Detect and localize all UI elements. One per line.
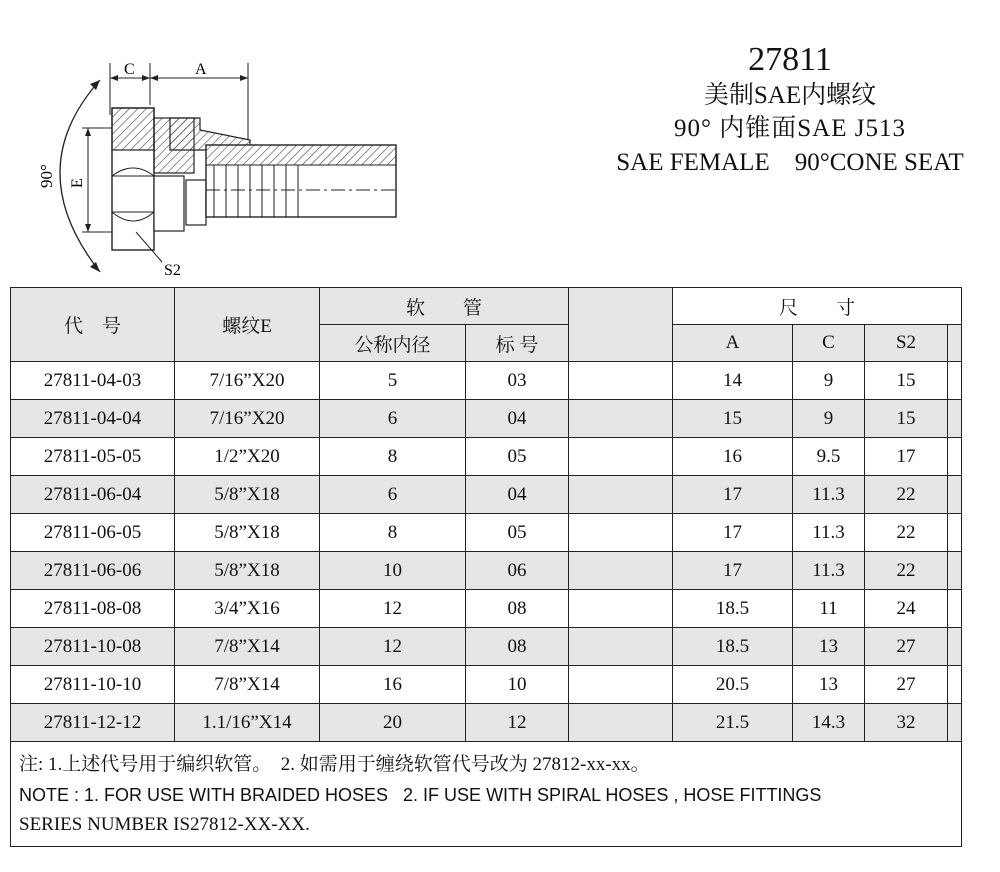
cell-blank: [569, 628, 673, 666]
cell-code: 27811-12-12: [11, 704, 175, 742]
angle-label: 90°: [37, 164, 56, 188]
note-cn: 注: 1.上述代号用于编织软管。 2. 如需用于缠绕软管代号改为 27812-xx-xx。: [19, 754, 650, 775]
cell-dim-s2: 24: [865, 590, 948, 628]
cell-dim-c: 11: [793, 590, 865, 628]
cell-hose-no: 04: [466, 476, 569, 514]
cell-dim-s2: 22: [865, 514, 948, 552]
cell-dim-extra: [948, 552, 962, 590]
table-row: [11, 552, 962, 590]
cell-hose-dn: 6: [320, 476, 466, 514]
cell-dim-extra: [948, 476, 962, 514]
cell-code: 27811-06-04: [11, 476, 175, 514]
cell-dim-a: 16: [673, 438, 793, 476]
note-en-line2: SERIES NUMBER IS27812-XX-XX.: [19, 814, 310, 835]
header-code: 代 号: [11, 288, 175, 362]
header-hose-no: 标 号: [466, 325, 569, 362]
title-en-line: SAE FEMALE 90°CONE SEAT: [616, 149, 964, 176]
cell-dim-s2: 27: [865, 628, 948, 666]
cell-thread: 1.1/16”X14: [175, 704, 320, 742]
title-cn-line2: 90° 内锥面SAE J513: [674, 115, 906, 142]
cell-thread: 7/16”X20: [175, 362, 320, 400]
cell-dim-s2: 15: [865, 400, 948, 438]
cell-blank: [569, 552, 673, 590]
cell-dim-s2: 27: [865, 666, 948, 704]
cell-thread: 7/8”X14: [175, 666, 320, 704]
spec-table: [10, 287, 962, 847]
cell-dim-a: 15: [673, 400, 793, 438]
dim-c-label: C: [124, 61, 135, 78]
cell-dim-s2: 22: [865, 476, 948, 514]
header-dim-s2: S2: [865, 325, 948, 362]
cell-hose-no: 05: [466, 438, 569, 476]
cell-thread: 1/2”X20: [175, 438, 320, 476]
cell-dim-c: 11.3: [793, 476, 865, 514]
cell-hose-no: 08: [466, 628, 569, 666]
cell-hose-dn: 16: [320, 666, 466, 704]
cell-thread: 7/8”X14: [175, 628, 320, 666]
dim-a-label: A: [195, 61, 207, 78]
cell-blank: [569, 362, 673, 400]
cell-dim-extra: [948, 666, 962, 704]
cell-hose-dn: 12: [320, 590, 466, 628]
cell-dim-a: 21.5: [673, 704, 793, 742]
cell-code: 27811-08-08: [11, 590, 175, 628]
cell-dim-s2: 22: [865, 552, 948, 590]
cell-dim-a: 17: [673, 552, 793, 590]
cell-blank: [569, 400, 673, 438]
cell-hose-dn: 20: [320, 704, 466, 742]
cell-code: 27811-04-04: [11, 400, 175, 438]
table-row: [11, 628, 962, 666]
cell-dim-a: 20.5: [673, 666, 793, 704]
cell-hose-dn: 8: [320, 438, 466, 476]
cell-blank: [569, 666, 673, 704]
notes-cell: [11, 742, 962, 847]
header-dims: 尺 寸: [673, 288, 962, 325]
note-en-line1: NOTE : 1. FOR USE WITH BRAIDED HOSES 2. IF USE WITH SPIRAL HOSES , HOSE FITTINGS: [19, 785, 822, 805]
header-hose-dn: 公称内径: [320, 325, 466, 362]
cell-dim-extra: [948, 704, 962, 742]
cell-dim-c: 14.3: [793, 704, 865, 742]
cell-blank: [569, 476, 673, 514]
cell-code: 27811-10-10: [11, 666, 175, 704]
header-dim-extra: [948, 325, 962, 362]
cell-code: 27811-06-06: [11, 552, 175, 590]
cell-code: 27811-04-03: [11, 362, 175, 400]
table-row: [11, 476, 962, 514]
cell-thread: 7/16”X20: [175, 400, 320, 438]
cell-hose-no: 10: [466, 666, 569, 704]
cell-hose-dn: 5: [320, 362, 466, 400]
cell-dim-extra: [948, 590, 962, 628]
cell-hose-no: 04: [466, 400, 569, 438]
cell-dim-a: 18.5: [673, 590, 793, 628]
cell-thread: 3/4”X16: [175, 590, 320, 628]
cell-hose-dn: 10: [320, 552, 466, 590]
header-dim-a: A: [673, 325, 793, 362]
cell-dim-a: 17: [673, 476, 793, 514]
cell-thread: 5/8”X18: [175, 476, 320, 514]
table-row: [11, 400, 962, 438]
table-row: [11, 438, 962, 476]
cell-dim-extra: [948, 514, 962, 552]
cell-blank: [569, 590, 673, 628]
cell-hose-dn: 8: [320, 514, 466, 552]
cell-hose-no: 08: [466, 590, 569, 628]
table-row: [11, 514, 962, 552]
dim-e-label: E: [69, 178, 86, 188]
cell-dim-a: 17: [673, 514, 793, 552]
table-row: [11, 666, 962, 704]
cell-hose-no: 05: [466, 514, 569, 552]
header-dim-c: C: [793, 325, 865, 362]
cell-dim-s2: 32: [865, 704, 948, 742]
cell-blank: [569, 438, 673, 476]
cell-hose-dn: 12: [320, 628, 466, 666]
cell-thread: 5/8”X18: [175, 552, 320, 590]
cell-hose-no: 12: [466, 704, 569, 742]
cell-dim-a: 18.5: [673, 628, 793, 666]
cell-thread: 5/8”X18: [175, 514, 320, 552]
cell-code: 27811-05-05: [11, 438, 175, 476]
cell-code: 27811-06-05: [11, 514, 175, 552]
table-row: [11, 704, 962, 742]
cell-dim-c: 13: [793, 666, 865, 704]
title-block: [590, 40, 990, 180]
cell-dim-extra: [948, 400, 962, 438]
cell-dim-c: 9: [793, 400, 865, 438]
cell-dim-c: 9.5: [793, 438, 865, 476]
cell-dim-a: 14: [673, 362, 793, 400]
header-thread: 螺纹E: [175, 288, 320, 362]
cell-code: 27811-10-08: [11, 628, 175, 666]
header-hose: 软 管: [320, 288, 569, 325]
cell-dim-c: 11.3: [793, 514, 865, 552]
angle-arc: [60, 80, 100, 272]
part-number-title: 27811: [748, 41, 832, 78]
cell-dim-c: 11.3: [793, 552, 865, 590]
cell-hose-dn: 6: [320, 400, 466, 438]
title-cn-line1: 美制SAE内螺纹: [703, 82, 877, 109]
header-blank: [569, 288, 673, 362]
fitting-drawing: [0, 0, 420, 285]
cell-dim-c: 9: [793, 362, 865, 400]
dim-s2-label: S2: [164, 262, 181, 279]
cell-dim-extra: [948, 438, 962, 476]
cell-blank: [569, 514, 673, 552]
cell-dim-extra: [948, 628, 962, 666]
cell-blank: [569, 704, 673, 742]
table-row: [11, 362, 962, 400]
cell-dim-s2: 17: [865, 438, 948, 476]
table-row: [11, 590, 962, 628]
cell-dim-c: 13: [793, 628, 865, 666]
cell-dim-extra: [948, 362, 962, 400]
cell-hose-no: 06: [466, 552, 569, 590]
cell-hose-no: 03: [466, 362, 569, 400]
cell-dim-s2: 15: [865, 362, 948, 400]
